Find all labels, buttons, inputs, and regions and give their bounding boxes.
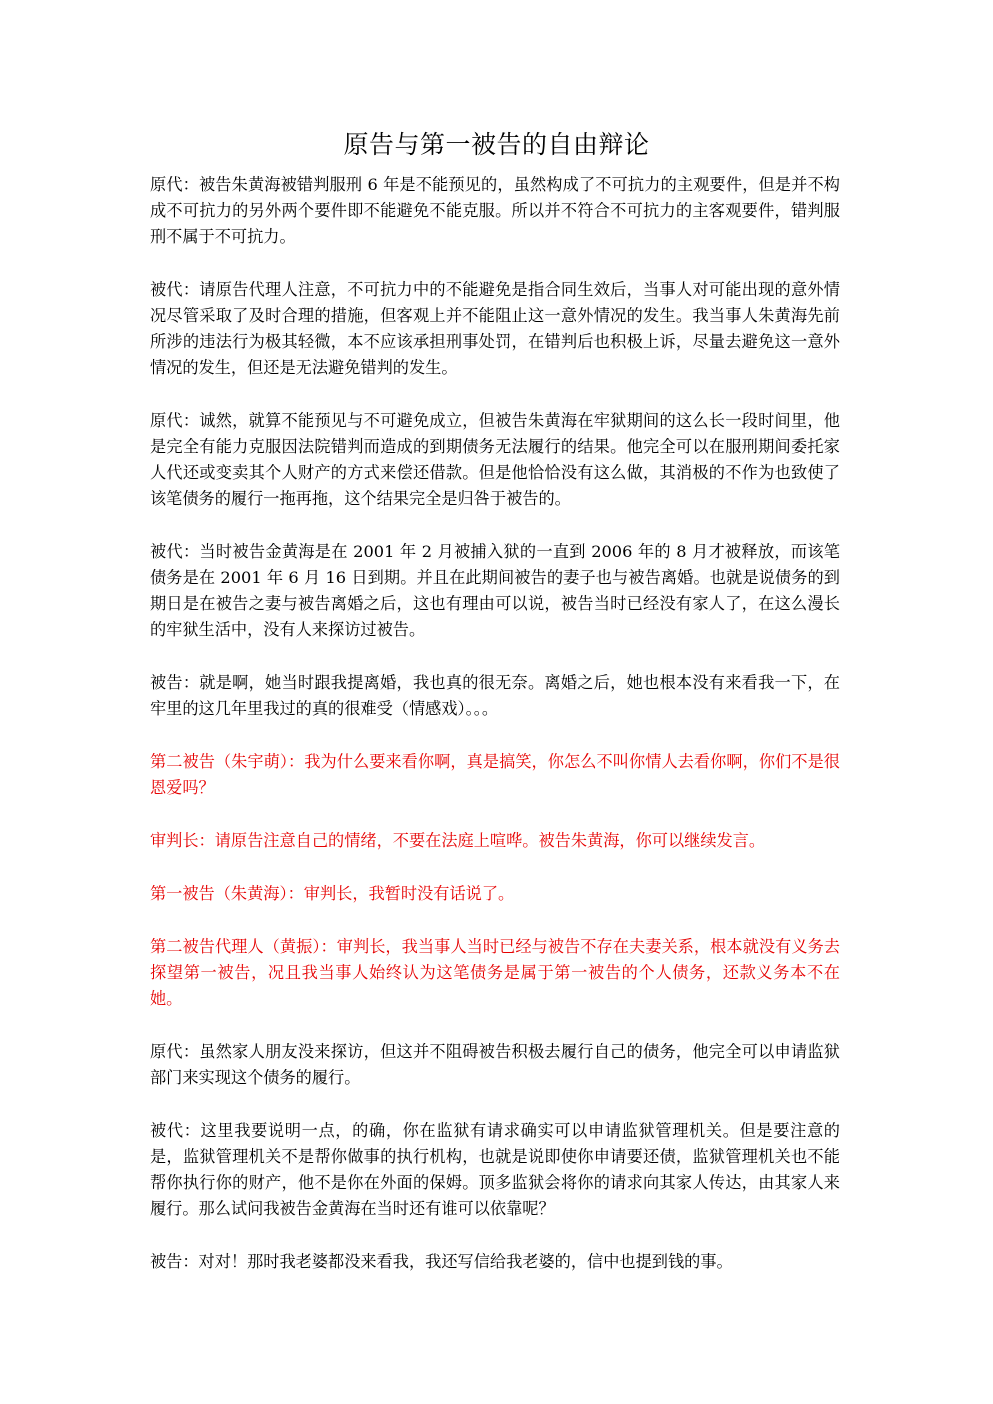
document-title: 原告与第一被告的自由辩论 bbox=[343, 130, 650, 159]
paragraph: 被代：这里我要说明一点，的确，你在监狱有请求确实可以申请监狱管理机关。但是要注意的是，监狱管理机关不是帮你做事的执行机构，也就是说即使你申请要还债，监狱管理机关也不能帮你执行你的财产，他不是你在外面的保姆。顶多监狱会将你的请求向其家人传达，由其家人来履行。那么试问我被告金黄海在当时还有谁可以依靠呢？ bbox=[150, 1121, 840, 1218]
paragraph: 被告：就是啊，她当时跟我提离婚，我也真的很无奈。离婚之后，她也根本没有来看我一下，在牢里的这几年里我过的真的很难受（情感戏）。。。 bbox=[150, 673, 840, 718]
paragraph-highlighted: 审判长：请原告注意自己的情绪，不要在法庭上喧哗。被告朱黄海，你可以继续发言。 bbox=[150, 831, 766, 850]
paragraph: 被告：对对！那时我老婆都没来看我，我还写信给我老婆的，信中也提到钱的事。 bbox=[150, 1252, 733, 1271]
paragraph-highlighted: 第一被告（朱黄海）：审判长，我暂时没有话说了。 bbox=[150, 884, 515, 903]
paragraph: 原代：诚然，就算不能预见与不可避免成立，但被告朱黄海在牢狱期间的这么长一段时间里，他是完全有能力克服因法院错判而造成的到期债务无法履行的结果。他完全可以在服刑期间委托家人代还或变卖其个人财产的方式来偿还借款。但是他恰恰没有这么做，其消极的不作为也致使了该笔债务的履行一拖再拖，这个结果完全是归咎于被告的。 bbox=[150, 411, 840, 508]
paragraph-highlighted: 第二被告（朱宇萌）：我为什么要来看你啊，真是搞笑，你怎么不叫你情人去看你啊，你们不是很恩爱吗？ bbox=[150, 752, 840, 797]
paragraph: 被代：当时被告金黄海是在 2001 年 2 月被捕入狱的一直到 2006 年的 8 月才被释放，而该笔债务是在 2001 年 6 月 16 日到期。并且在此期间被告的妻子也与被告离婚。也就是说债务的到期日是在被告之妻与被告离婚之后，这也有理由可以说，被告当时已经没有家人了，在这么漫长的牢狱生活中，没有人来探访过被告。 bbox=[150, 542, 840, 639]
paragraph: 被代：请原告代理人注意，不可抗力中的不能避免是指合同生效后，当事人对可能出现的意外情况尽管采取了及时合理的措施，但客观上并不能阻止这一意外情况的发生。我当事人朱黄海先前所涉的违法行为极其轻微，本不应该承担刑事处罚，在错判后也积极上诉，尽量去避免这一意外情况的发生，但还是无法避免错判的发生。 bbox=[150, 280, 840, 377]
paragraph: 原代：虽然家人朋友没来探访，但这并不阻碍被告积极去履行自己的债务，他完全可以申请监狱部门来实现这个债务的履行。 bbox=[150, 1042, 840, 1087]
document-body bbox=[150, 172, 840, 1302]
paragraph-highlighted: 第二被告代理人（黄振）：审判长，我当事人当时已经与被告不存在夫妻关系，根本就没有义务去探望第一被告，况且我当事人始终认为这笔债务是属于第一被告的个人债务，还款义务本不在她。 bbox=[150, 937, 840, 1008]
paragraph: 原代：被告朱黄海被错判服刑 6 年是不能预见的，虽然构成了不可抗力的主观要件，但是并不构成不可抗力的另外两个要件即不能避免不能克服。所以并不符合不可抗力的主客观要件，错判服刑不属于不可抗力。 bbox=[150, 175, 840, 246]
